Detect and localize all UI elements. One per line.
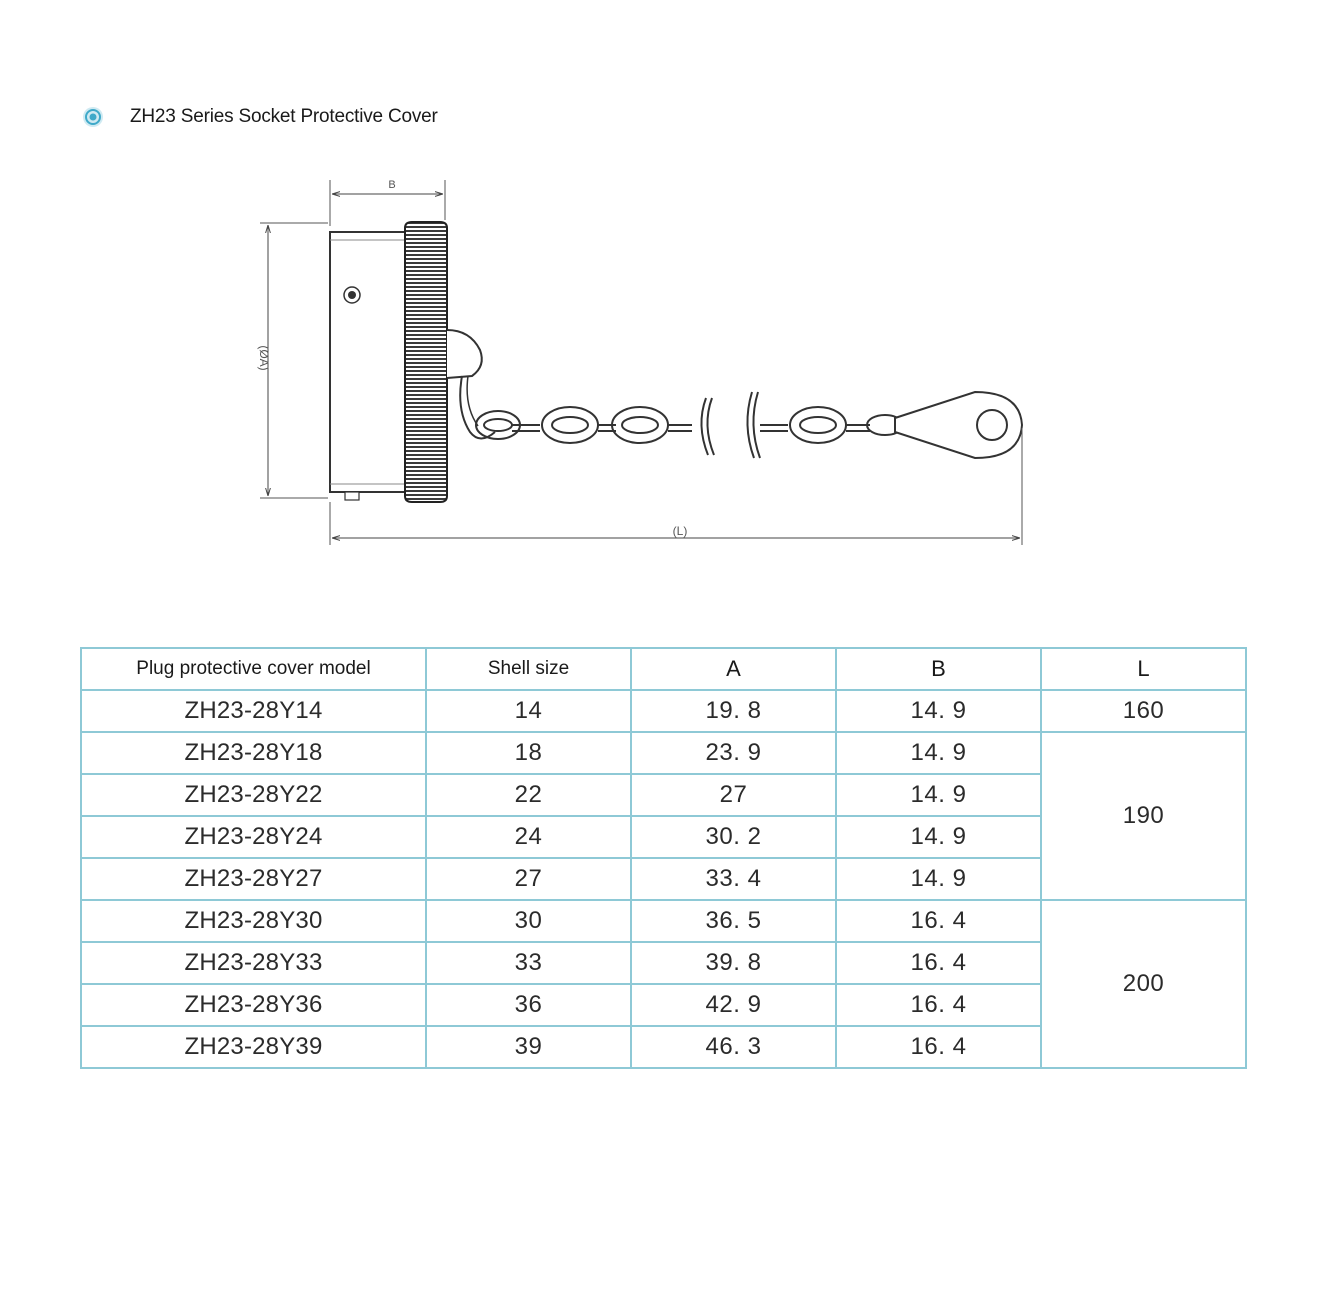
b-cell: 14. 9 (836, 816, 1041, 858)
shell-size-cell: 27 (426, 858, 631, 900)
b-cell: 16. 4 (836, 984, 1041, 1026)
a-cell: 36. 5 (631, 900, 836, 942)
model-cell: ZH23-28Y27 (81, 858, 426, 900)
a-cell: 27 (631, 774, 836, 816)
l-cell: 200 (1041, 900, 1246, 1068)
page-title: ZH23 Series Socket Protective Cover (130, 106, 438, 127)
table-row (81, 900, 1246, 942)
shell-size-cell: 14 (426, 690, 631, 732)
shell-size-cell: 18 (426, 732, 631, 774)
dimension-a (257, 223, 328, 498)
b-cell: 16. 4 (836, 900, 1041, 942)
b-cell: 14. 9 (836, 732, 1041, 774)
b-cell: 16. 4 (836, 942, 1041, 984)
table-header-row (81, 648, 1246, 690)
chain-lug (447, 330, 495, 439)
model-cell: ZH23-28Y18 (81, 732, 426, 774)
shell-size-cell: 39 (426, 1026, 631, 1068)
dimension-a-label: (ØA) (257, 345, 271, 371)
a-cell: 42. 9 (631, 984, 836, 1026)
l-cell: 190 (1041, 732, 1246, 900)
a-cell: 33. 4 (631, 858, 836, 900)
column-header-a: A (631, 648, 836, 690)
model-cell: ZH23-28Y36 (81, 984, 426, 1026)
a-cell: 39. 8 (631, 942, 836, 984)
technical-drawing (240, 170, 1040, 560)
model-cell: ZH23-28Y33 (81, 942, 426, 984)
shell-size-cell: 30 (426, 900, 631, 942)
l-cell: 160 (1041, 690, 1246, 732)
table-row (81, 732, 1246, 774)
b-cell: 16. 4 (836, 1026, 1041, 1068)
section-heading (80, 100, 438, 134)
a-cell: 23. 9 (631, 732, 836, 774)
a-cell: 19. 8 (631, 690, 836, 732)
model-cell: ZH23-28Y14 (81, 690, 426, 732)
cover-body (330, 232, 405, 500)
b-cell: 14. 9 (836, 690, 1041, 732)
end-tab (895, 392, 1022, 458)
model-cell: ZH23-28Y39 (81, 1026, 426, 1068)
shell-size-cell: 36 (426, 984, 631, 1026)
a-cell: 30. 2 (631, 816, 836, 858)
table-row (81, 690, 1246, 732)
chain (476, 392, 903, 458)
spec-table (80, 647, 1247, 1069)
shell-size-cell: 22 (426, 774, 631, 816)
model-cell: ZH23-28Y24 (81, 816, 426, 858)
column-header-b: B (836, 648, 1041, 690)
knurled-ring (405, 222, 447, 502)
dimension-l-label: (L) (672, 524, 688, 538)
concentric-circle-bullet-icon (80, 104, 106, 130)
shell-size-cell: 33 (426, 942, 631, 984)
model-cell: ZH23-28Y22 (81, 774, 426, 816)
dimension-b-label: B (388, 179, 396, 191)
b-cell: 14. 9 (836, 858, 1041, 900)
a-cell: 46. 3 (631, 1026, 836, 1068)
column-header-shell-size: Shell size (426, 648, 631, 690)
column-header-model: Plug protective cover model (81, 648, 426, 690)
column-header-l: L (1041, 648, 1246, 690)
shell-size-cell: 24 (426, 816, 631, 858)
b-cell: 14. 9 (836, 774, 1041, 816)
dimension-b (330, 179, 445, 226)
model-cell: ZH23-28Y30 (81, 900, 426, 942)
